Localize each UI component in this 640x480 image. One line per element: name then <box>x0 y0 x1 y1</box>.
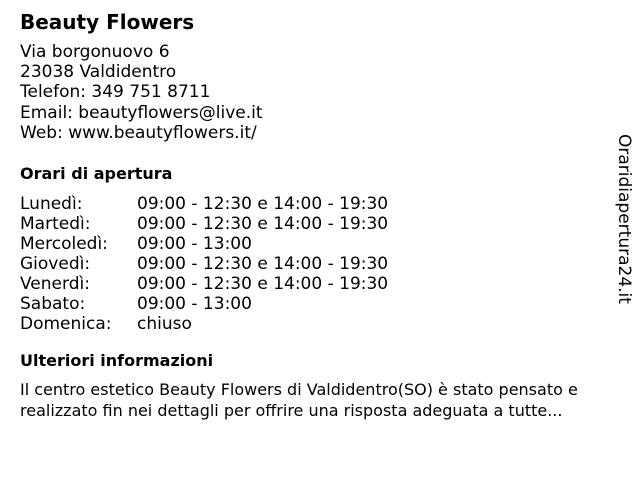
day-hours: 09:00 - 12:30 e 14:00 - 19:30 <box>137 214 389 235</box>
opening-hours-heading: Orari di apertura <box>20 164 173 184</box>
hours-row-thursday <box>20 254 388 274</box>
hours-row-saturday <box>20 294 388 314</box>
day-label: Venerdì: <box>20 274 90 295</box>
info-line-1: Il centro estetico Beauty Flowers di Valdidentro(SO) è stato pensato e <box>20 380 578 400</box>
day-hours: 09:00 - 12:30 e 14:00 - 19:30 <box>137 254 389 275</box>
street-address: Via borgonuovo 6 <box>20 42 170 62</box>
opening-hours-table <box>20 194 388 334</box>
hours-row-sunday <box>20 314 388 334</box>
day-hours: 09:00 - 12:30 e 14:00 - 19:30 <box>137 194 389 215</box>
day-label: Mercoledì: <box>20 234 108 255</box>
day-label: Lunedì: <box>20 194 83 215</box>
contact-block <box>20 42 620 143</box>
hours-row-wednesday <box>20 234 388 254</box>
hours-row-monday <box>20 194 388 214</box>
info-line-2: realizzato fin nei dettagli per offrire una risposta adeguata a tutte... <box>20 401 563 421</box>
day-hours: chiuso <box>137 314 192 335</box>
further-info-text <box>20 379 640 421</box>
hours-row-tuesday <box>20 214 388 234</box>
business-name: Beauty Flowers <box>20 10 195 34</box>
day-hours: 09:00 - 12:30 e 14:00 - 19:30 <box>137 274 389 295</box>
business-card <box>20 8 620 421</box>
day-hours: 09:00 - 13:00 <box>137 234 252 255</box>
day-hours: 09:00 - 13:00 <box>137 294 252 315</box>
email-line: Email: beautyflowers@live.it <box>20 102 263 123</box>
day-label: Martedì: <box>20 214 91 235</box>
phone-line: Telefon: 349 751 8711 <box>20 82 211 103</box>
day-label: Domenica: <box>20 314 112 335</box>
further-info-heading: Ulteriori informazioni <box>20 351 214 371</box>
site-watermark: Oraridiapertura24.it <box>614 134 634 304</box>
day-label: Giovedì: <box>20 254 91 275</box>
website-line: Web: www.beautyflowers.it/ <box>20 122 257 143</box>
day-label: Sabato: <box>20 294 86 315</box>
hours-row-friday <box>20 274 388 294</box>
city-line: 23038 Valdidentro <box>20 62 177 83</box>
